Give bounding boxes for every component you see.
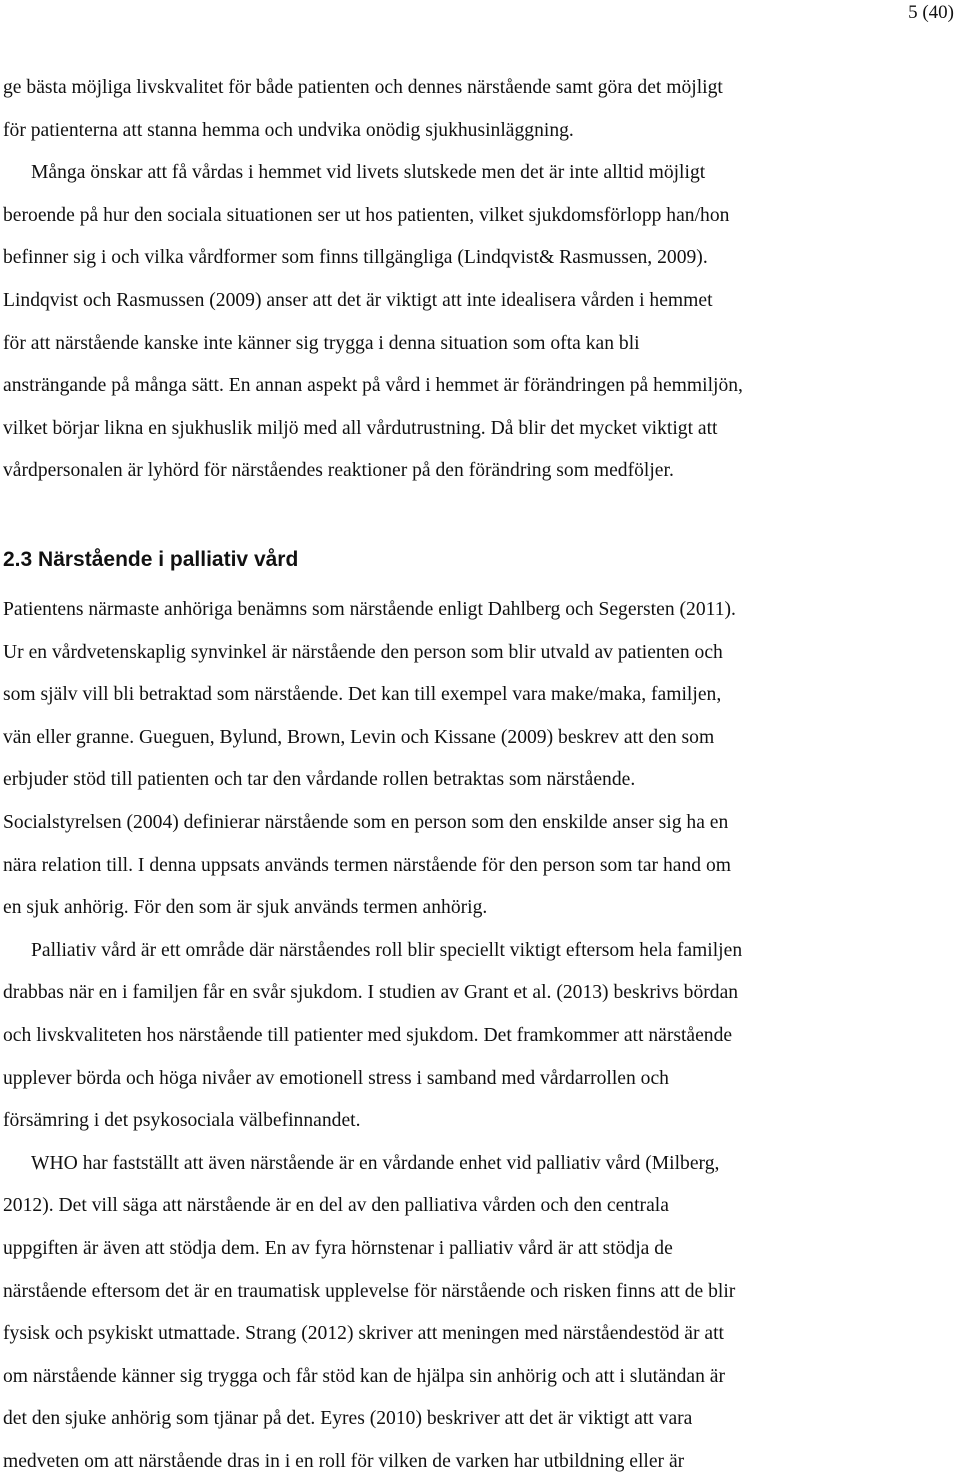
- text-line: vän eller granne. Gueguen, Bylund, Brown, Levin och Kissane (2009) beskrev att den som: [3, 726, 715, 748]
- text-line: Socialstyrelsen (2004) definierar närstående som en person som den enskilde anser sig ha en: [3, 811, 729, 833]
- text-line: vilket börjar likna en sjukhuslik miljö med all vårdutrustning. Då blir det mycket viktigt att: [3, 417, 718, 439]
- text-line: och livskvaliteten hos närstående till patienter med sjukdom. Det framkommer att närstående: [3, 1024, 733, 1046]
- intro-text: [3, 67, 953, 493]
- text-line: nära relation till. I denna uppsats används termen närstående för den person som tar hand om: [3, 854, 732, 876]
- text-line: WHO har fastställt att även närstående är en vårdande enhet vid palliativ vård (Milberg,: [31, 1152, 720, 1174]
- text-line: som själv vill bli betraktad som närstående. Det kan till exempel vara make/maka, familjen,: [3, 684, 722, 706]
- text-line: drabbas när en i familjen får en svår sjukdom. I studien av Grant et al. (2013) beskrivs bördan: [3, 982, 739, 1004]
- text-line: 2012). Det vill säga att närstående är en del av den palliativa vården och den centrala: [3, 1195, 669, 1217]
- text-line: ansträngande på många sätt. En annan aspekt på vård i hemmet är förändringen på hemmiljön,: [3, 375, 743, 397]
- text-line: närstående eftersom det är en traumatisk upplevelse för närstående och risken finns att de blir: [3, 1280, 736, 1302]
- text-line: Palliativ vård är ett område där närståendes roll blir speciellt viktigt eftersom hela familjen: [31, 939, 743, 961]
- text-line: om närstående känner sig trygga och får stöd kan de hjälpa sin anhörig och att i slutändan är: [3, 1365, 726, 1387]
- text-line: för att närstående kanske inte känner sig trygga i denna situation som ofta kan bli: [3, 332, 640, 354]
- text-line: fysisk och psykiskt utmattade. Strang (2012) skriver att meningen med närståendestöd är att: [3, 1323, 724, 1345]
- text-line: beroende på hur den sociala situationen ser ut hos patienten, vilket sjukdomsförlopp han/hon: [3, 204, 730, 226]
- body-text: [3, 589, 953, 1483]
- text-line: vårdpersonalen är lyhörd för närståendes reaktioner på den förändring som medföljer.: [3, 460, 674, 482]
- text-line: medveten om att närstående dras in i en roll för vilken de varken har utbildning eller är: [3, 1450, 685, 1472]
- text-line: ge bästa möjliga livskvalitet för både patienten och dennes närstående samt göra det möjligt: [3, 77, 723, 98]
- text-line: erbjuder stöd till patienten och tar den vårdande rollen betraktas som närstående.: [3, 769, 636, 791]
- text-line: försämring i det psykosociala välbefinnandet.: [3, 1110, 361, 1132]
- text-line: för patienterna att stanna hemma och undvika onödig sjukhusinläggning.: [3, 119, 574, 141]
- text-line: upplever börda och höga nivåer av emotionell stress i samband med vårdarrollen och: [3, 1067, 669, 1089]
- text-line: Ur en vårdvetenskaplig synvinkel är närstående den person som blir utvald av patienten och: [3, 641, 723, 663]
- text-line: uppgiften är även att stödja dem. En av fyra hörnstenar i palliativ vård är att stödja de: [3, 1237, 673, 1259]
- section-heading: 2.3 Närstående i palliativ vård: [3, 548, 299, 571]
- text-line: befinner sig i och vilka vårdformer som finns tillgängliga (Lindqvist& Rasmussen, 2009).: [3, 247, 708, 269]
- text-line: Patientens närmaste anhöriga benämns som närstående enligt Dahlberg och Segersten (2011).: [3, 599, 736, 620]
- text-line: Många önskar att få vårdas i hemmet vid livets slutskede men det är inte alltid möjligt: [31, 162, 706, 184]
- text-line: Lindqvist och Rasmussen (2009) anser att det är viktigt att inte idealisera vården i hemmet: [3, 289, 713, 311]
- text-line: en sjuk anhörig. För den som är sjuk används termen anhörig.: [3, 897, 488, 919]
- page-number: 5 (40): [908, 2, 954, 23]
- text-line: det den sjuke anhörig som tjänar på det. Eyres (2010) beskriver att det är viktigt att vara: [3, 1408, 693, 1430]
